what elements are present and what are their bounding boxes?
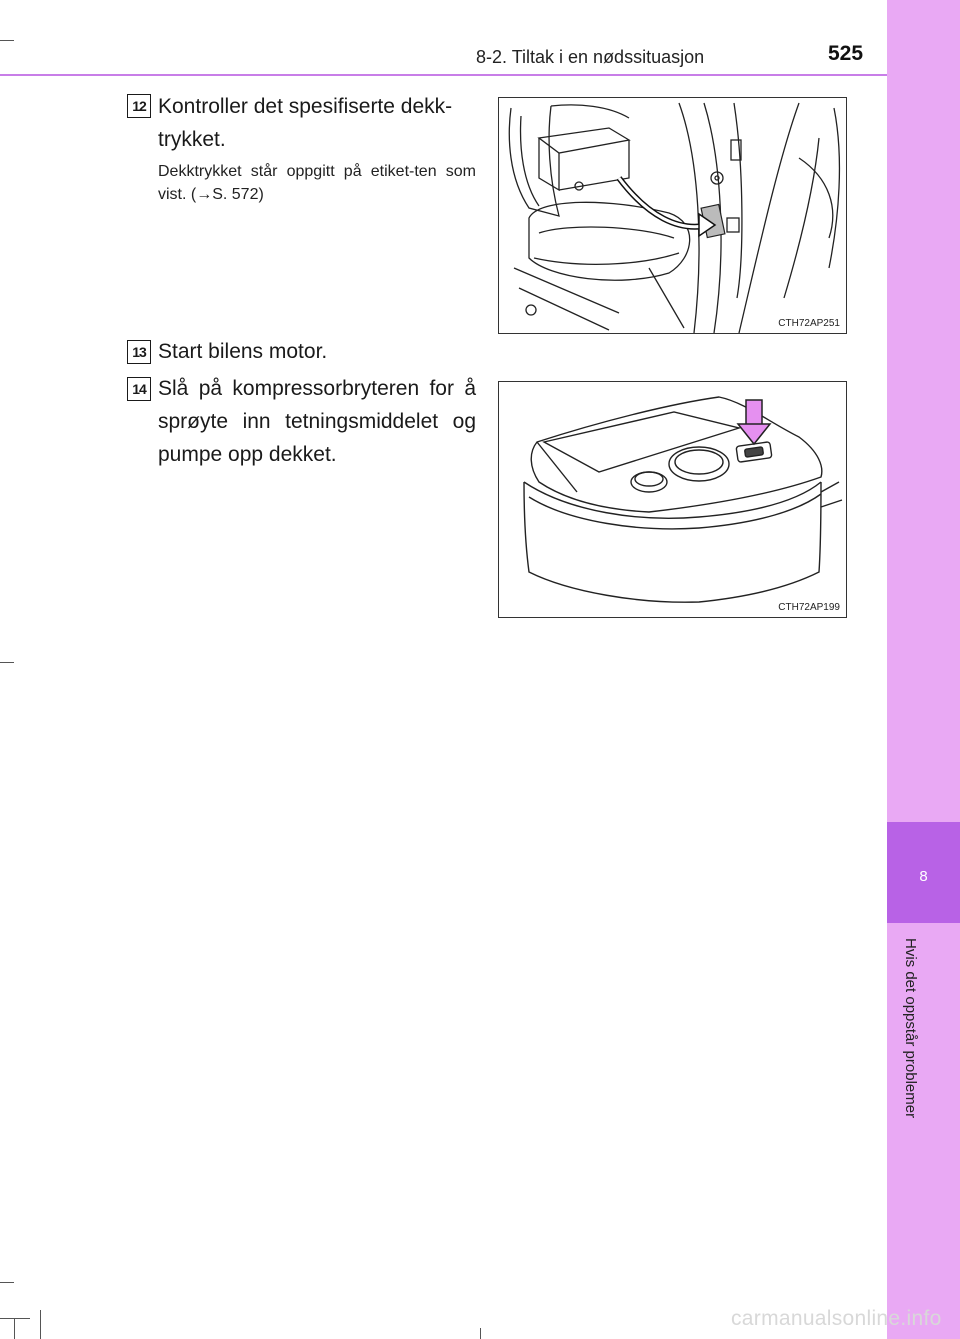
step-text: [158, 372, 476, 471]
figure-door-label: [498, 97, 847, 334]
watermark: carmanualsonline.info: [731, 1307, 942, 1330]
step-number-badge: 12: [127, 94, 151, 118]
car-interior-illustration: [499, 98, 846, 333]
compressor-illustration: [499, 382, 846, 617]
step-12-text: Kontroller det spesifiserte dekk-trykket.: [158, 95, 453, 151]
step-13-text: Start bilens motor.: [158, 340, 328, 363]
crop-mark: [14, 1318, 15, 1339]
step-text: [158, 335, 476, 368]
crop-mark: [40, 1310, 41, 1339]
figure-code: CTH72AP199: [778, 602, 840, 613]
step-note: Dekktrykket står oppgitt på etiket-ten som vist. (→S. 572): [158, 163, 476, 203]
crop-mark: [0, 1318, 30, 1319]
section-title: 8-2. Tiltak i en nødssituasjon: [476, 47, 705, 67]
step-14-text: Slå på kompressorbryteren for å sprøyte inn tetningsmiddelet og pumpe opp dekket.: [158, 377, 476, 466]
step-text: [158, 90, 476, 156]
crop-mark: [0, 1282, 14, 1283]
figure-compressor: [498, 381, 847, 618]
crop-mark: [0, 662, 14, 663]
chapter-number: 8: [919, 868, 928, 885]
step-number-badge: 13: [127, 340, 151, 364]
crop-mark: [480, 1328, 481, 1339]
header-rule: [0, 74, 887, 76]
chapter-title: Hvis det oppstår problemer: [902, 938, 919, 1119]
figure-code: CTH72AP251: [778, 318, 840, 329]
step-number-badge: 14: [127, 377, 151, 401]
crop-mark: [0, 40, 14, 41]
page-number: 525: [828, 42, 864, 65]
